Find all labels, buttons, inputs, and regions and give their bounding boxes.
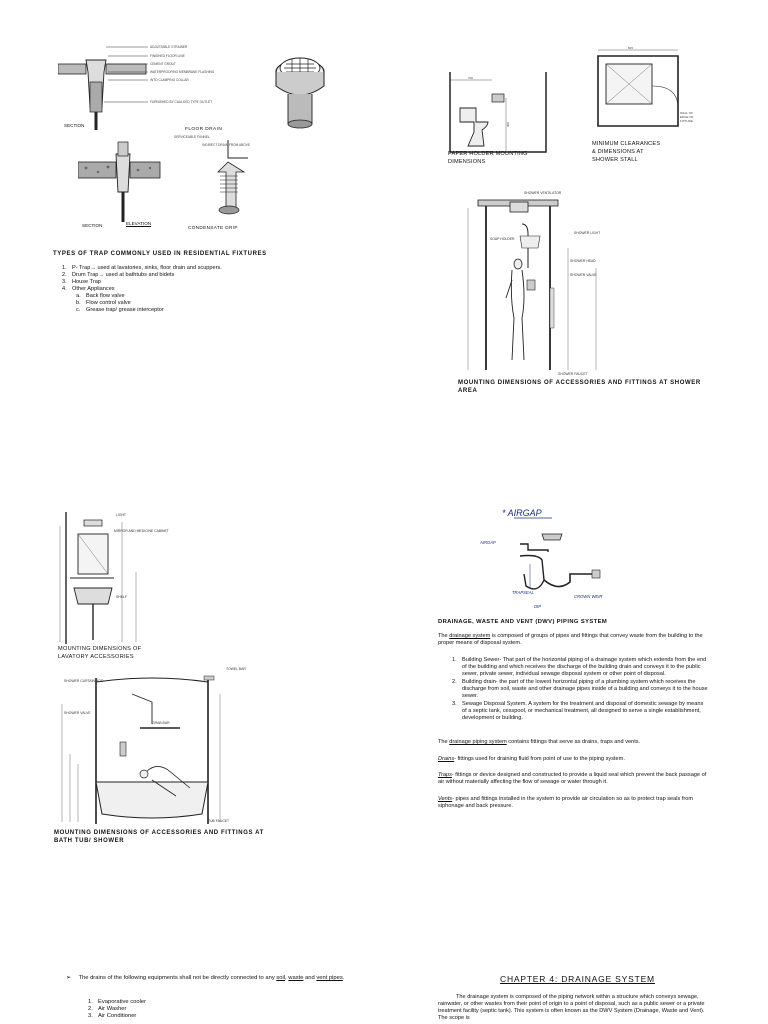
shower-head-label: SHOWER HEAD (570, 259, 596, 263)
svg-text:WATERPROOFING MEMBRANE FLASHIN: WATERPROOFING MEMBRANE FLASHING (150, 70, 215, 74)
floor-drain-section-drawing (58, 42, 228, 132)
crown-weir-label: CROWN WEIR (574, 594, 603, 599)
chapter-title: CHAPTER 4: DRAINAGE SYSTEM (500, 974, 655, 984)
elevation-label: ELEVATION (126, 221, 152, 226)
condensate-drip-label: CONDENSATE DRIP (188, 225, 238, 230)
shower-area-caption: MOUNTING DIMENSIONS OF ACCESSORIES AND FITTINGS AT SHOWER AREA (458, 380, 701, 394)
sub-item: c. Grease trap/ grease interceptor (76, 307, 164, 313)
light-label: LIGHT (116, 513, 126, 517)
mirror-cabinet-label: MIRROR AND MEDICINE CABINET (114, 529, 169, 533)
shelf-label: SHELF (116, 595, 127, 599)
svg-text:900: 900 (506, 121, 510, 127)
svg-text:INTO CLAMPING COLLAR: INTO CLAMPING COLLAR (150, 78, 189, 82)
shower-faucet-label: SHOWER FAUCET (558, 372, 588, 376)
trap-item: 1. P- Trap→ used at lavatories, sinks, floor drain and scuppers. (62, 265, 222, 271)
dwv-title: DRAINAGE, WASTE AND VENT (DWV) PIPING SYSTEM (438, 619, 608, 625)
bathtub-caption: MOUNTING DIMENSIONS OF ACCESSORIES AND FITTINGS AT BATH TUB/ SHOWER (54, 830, 264, 844)
shower-valve-label: SHOWER VALVE (570, 273, 597, 277)
dwv-item: 2. Building drain- the part of the lowest horizontal piping of a plumbing system which receives the discharge from soil, waste and other drainage pipes inside of a building and conveys it to the house sewer. (452, 679, 708, 699)
svg-text:700: 700 (468, 76, 474, 80)
svg-text:ADJUSTABLE STRAINER: ADJUSTABLE STRAINER (150, 45, 188, 49)
bathtub-shower-drawing (56, 664, 246, 824)
floor-drain-label: FLOOR DRAIN (185, 127, 223, 132)
airgap-drawing (478, 504, 618, 614)
svg-text:WALL OF: WALL OF (680, 111, 693, 115)
section-label: SECTION (64, 123, 85, 128)
lavatory-caption: MOUNTING DIMENSIONS OF LAVATORY ACCESSORIES (58, 646, 142, 660)
vents-definition: Vents- pipes and fittings installed in the system to provide air circulation so as to protect trap seals from siphonage and back pressure. (438, 796, 694, 809)
dwv-item: 3. Sewage Disposal System. A system for the treatment and disposal of domestic sewage by means of a septic tank, cesspool, or mechanical treatment, all designed to serve a single establishment, development or building. (452, 701, 704, 721)
tub-faucet-label: TUB FAUCET (208, 819, 230, 823)
sub-item: b. Flow control valve (76, 300, 131, 306)
shower-stall-caption: MINIMUM CLEARANCES & DIMENSIONS AT SHOWER STALL (592, 141, 661, 163)
traps-list (62, 265, 292, 314)
dwv-intro: The drainage system is composed of groups of pipes and fittings that convey waste from the building to the proper means of disposal system. (438, 633, 703, 646)
condensate-drip-section-drawing (78, 132, 258, 227)
sub-item: a. Back flow valve (76, 293, 125, 299)
dip-label: DIP (534, 604, 541, 609)
svg-text:FINISHED FLOOR LINE: FINISHED FLOOR LINE (150, 54, 185, 58)
drains-definition: Drains- fittings used for draining fluid from point of use to the piping system. (438, 756, 625, 762)
bath-shower-valve-label: SHOWER VALVE (64, 711, 91, 715)
section-label-2: SECTION (82, 223, 103, 228)
equipment-item: 3. Air Conditioner (88, 1013, 137, 1019)
paper-holder-drawing (446, 72, 556, 162)
svg-text:FURNISHED BY CAULKED TYPE OUTL: FURNISHED BY CAULKED TYPE OUTLET (150, 100, 213, 104)
towel-bar-label: TOWEL BAR (226, 667, 246, 671)
equipment-drain-note: ➢ The drains of the following equipments shall not be directly connected to any soil, waste and vent pipes. (66, 975, 345, 981)
trap-item: 3. House Trap (62, 279, 101, 285)
shower-area-elevation-drawing (438, 188, 638, 376)
equipment-list (88, 999, 298, 1020)
airgap-label: AIRGAP (480, 540, 496, 545)
shower-ventilator-label: SHOWER VENTILATOR (524, 191, 562, 195)
shower-stall-plan-drawing (578, 46, 708, 136)
trapseal-label: TRAPSEAL (512, 590, 534, 595)
chapter-paragraph: The drainage system is composed of the piping network within a structure which conveys sewage, rainwater, or other wastes from their point of origin to a point of disposal, such as a public sewer or a private treatment facility (septic tank). This system is often known as the DWV System (Drainage, Waste and Vent). The scope is (438, 994, 705, 1021)
trap-item: 2. Drum Trap→ used at bathtubs and bidets (62, 272, 175, 278)
svg-text:INDIRECT DRAIN FROM ABOVE: INDIRECT DRAIN FROM ABOVE (202, 143, 250, 147)
svg-text:815: 815 (628, 46, 634, 50)
svg-text:SERVICEABLE FUNNEL: SERVICEABLE FUNNEL (174, 135, 210, 139)
dwv-items-list (452, 657, 708, 722)
equipment-item: 1. Evaporative cooler (88, 999, 147, 1005)
floor-drain-perspective-drawing (266, 46, 336, 132)
traps-definition: Traps- fittings or device designed and constructed to provide a liquid seal which prevent the back passage of air without materially affecting the flow of sewage or water through it. (438, 772, 707, 785)
svg-text:EDGE OF: EDGE OF (680, 115, 694, 119)
dwv-item: 1. Building Sewer- That part of the horizontal piping of a drainage system which extends from the end of the building and which receives the discharge of the building drain and conveys it to the public sewer, private sewer, individual sewage disposal system or other point of disposal. (452, 657, 707, 677)
trap-item: 4. Other Appliances (62, 286, 115, 292)
drainage-piping-text: The drainage piping system contains fittings that serve as drains, traps and vents. (438, 739, 641, 745)
grab-bar-label: GRAB BAR (152, 721, 170, 725)
shower-curtain-label: SHOWER CURTAIN ROD (64, 679, 104, 683)
svg-text:CEMENT GROUT: CEMENT GROUT (150, 62, 176, 66)
svg-text:FIXTURE: FIXTURE (680, 119, 693, 123)
airgap-title: * AIRGAP (502, 508, 542, 518)
paper-holder-caption: PAPER HOLDER MOUNTING DIMENSIONS (448, 151, 528, 165)
arrow-bullet-icon: ➢ (66, 975, 71, 981)
soap-holder-label: SOAP HOLDER (490, 237, 515, 241)
equipment-item: 2. Air Washer (88, 1006, 127, 1012)
traps-title: TYPES OF TRAP COMMONLY USED IN RESIDENTIAL FIXTURES (53, 251, 267, 257)
lavatory-accessories-drawing (56, 512, 176, 644)
shower-light-label: SHOWER LIGHT (574, 231, 601, 235)
